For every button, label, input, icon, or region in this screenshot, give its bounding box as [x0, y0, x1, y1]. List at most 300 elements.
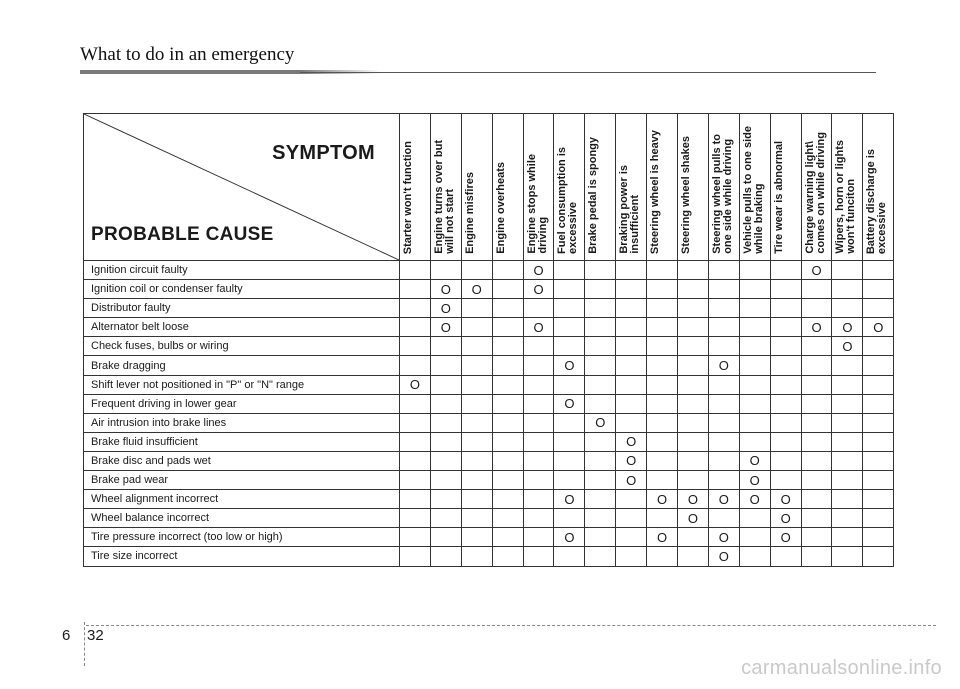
- symptom-label-text: Engine stops while driving: [525, 154, 549, 254]
- mark-cell: [770, 547, 801, 566]
- mark-cell: [585, 394, 616, 413]
- mark-cell: [801, 471, 832, 490]
- mark-cell: [801, 509, 832, 528]
- mark-cell: [585, 528, 616, 547]
- mark-cell: [430, 432, 461, 451]
- mark-cell: [678, 280, 709, 299]
- mark-cell: [770, 261, 801, 280]
- mark-cell: [678, 356, 709, 375]
- mark-cell: [863, 375, 894, 394]
- mark-cell: O: [430, 318, 461, 337]
- table-row: [84, 337, 894, 356]
- mark-cell: [801, 432, 832, 451]
- mark-cell: [400, 356, 431, 375]
- probable-cause-cell: Brake dragging: [84, 356, 400, 375]
- mark-cell: [400, 509, 431, 528]
- mark-cell: O: [739, 490, 770, 509]
- symptom-column-header: [863, 114, 894, 261]
- mark-cell: [585, 337, 616, 356]
- mark-cell: [739, 394, 770, 413]
- mark-cell: [801, 451, 832, 470]
- table-row: [84, 432, 894, 451]
- table-row: [84, 261, 894, 280]
- mark-cell: [492, 413, 523, 432]
- mark-cell: [492, 432, 523, 451]
- symptom-label-text: Vehicle pulls to one side while braking: [741, 126, 765, 254]
- mark-cell: [708, 394, 739, 413]
- mark-cell: [647, 509, 678, 528]
- watermark: carmanualsonline.info: [741, 657, 942, 679]
- mark-cell: [832, 261, 863, 280]
- mark-cell: [523, 509, 554, 528]
- table-row: [84, 394, 894, 413]
- mark-cell: [430, 413, 461, 432]
- probable-cause-cell: Wheel alignment incorrect: [84, 490, 400, 509]
- symptom-column-header: [678, 114, 709, 261]
- mark-cell: [647, 356, 678, 375]
- mark-cell: [400, 471, 431, 490]
- mark-cell: [523, 337, 554, 356]
- mark-cell: O: [616, 432, 647, 451]
- mark-cell: [554, 337, 585, 356]
- mark-cell: [770, 299, 801, 318]
- mark-cell: [863, 280, 894, 299]
- table-row: [84, 280, 894, 299]
- mark-cell: O: [400, 375, 431, 394]
- mark-cell: [400, 280, 431, 299]
- mark-cell: O: [801, 318, 832, 337]
- mark-cell: O: [801, 261, 832, 280]
- mark-cell: [400, 261, 431, 280]
- mark-cell: O: [554, 394, 585, 413]
- mark-cell: [739, 528, 770, 547]
- mark-cell: [647, 547, 678, 566]
- mark-cell: [739, 547, 770, 566]
- mark-cell: [492, 356, 523, 375]
- mark-cell: [832, 375, 863, 394]
- mark-cell: [554, 318, 585, 337]
- mark-cell: [492, 337, 523, 356]
- mark-cell: [523, 490, 554, 509]
- mark-cell: [554, 280, 585, 299]
- mark-cell: [678, 528, 709, 547]
- mark-cell: [801, 490, 832, 509]
- page-number: 32: [87, 627, 104, 644]
- mark-cell: [647, 375, 678, 394]
- mark-cell: [616, 337, 647, 356]
- mark-cell: [770, 471, 801, 490]
- mark-cell: [585, 318, 616, 337]
- mark-cell: [461, 490, 492, 509]
- mark-cell: O: [430, 299, 461, 318]
- troubleshooting-table: [83, 113, 894, 567]
- mark-cell: [492, 375, 523, 394]
- mark-cell: [492, 261, 523, 280]
- mark-cell: [461, 471, 492, 490]
- symptom-label-text: Brake pedal is spongy: [587, 137, 600, 254]
- mark-cell: [801, 413, 832, 432]
- mark-cell: [863, 261, 894, 280]
- mark-cell: [400, 432, 431, 451]
- mark-cell: [832, 280, 863, 299]
- probable-cause-label: PROBABLE CAUSE: [91, 224, 274, 245]
- mark-cell: [585, 509, 616, 528]
- mark-cell: [770, 337, 801, 356]
- mark-cell: [770, 375, 801, 394]
- mark-cell: [585, 375, 616, 394]
- mark-cell: [461, 432, 492, 451]
- mark-cell: [801, 356, 832, 375]
- mark-cell: [616, 299, 647, 318]
- footer-divider: [84, 622, 85, 666]
- probable-cause-cell: Frequent driving in lower gear: [84, 394, 400, 413]
- mark-cell: O: [461, 280, 492, 299]
- table-row: [84, 451, 894, 470]
- mark-cell: [492, 451, 523, 470]
- mark-cell: O: [678, 509, 709, 528]
- symptom-label-text: Wipers, horn or lights won't funciton: [834, 140, 858, 254]
- mark-cell: [585, 356, 616, 375]
- mark-cell: O: [523, 280, 554, 299]
- mark-cell: [400, 394, 431, 413]
- probable-cause-cell: Distributor faulty: [84, 299, 400, 318]
- mark-cell: [739, 375, 770, 394]
- mark-cell: O: [647, 490, 678, 509]
- mark-cell: [832, 528, 863, 547]
- mark-cell: [554, 261, 585, 280]
- troubleshooting-table-wrap: [83, 113, 894, 567]
- mark-cell: [616, 375, 647, 394]
- mark-cell: [616, 490, 647, 509]
- probable-cause-cell: Ignition circuit faulty: [84, 261, 400, 280]
- mark-cell: [863, 471, 894, 490]
- mark-cell: [523, 356, 554, 375]
- mark-cell: [678, 375, 709, 394]
- mark-cell: [430, 337, 461, 356]
- mark-cell: O: [708, 356, 739, 375]
- mark-cell: [430, 528, 461, 547]
- mark-cell: [678, 471, 709, 490]
- mark-cell: [863, 547, 894, 566]
- mark-cell: [739, 337, 770, 356]
- mark-cell: [708, 375, 739, 394]
- mark-cell: [832, 451, 863, 470]
- mark-cell: [461, 356, 492, 375]
- symptom-label-text: Tire wear is abnormal: [772, 141, 785, 254]
- mark-cell: [492, 280, 523, 299]
- probable-cause-cell: Alternator belt loose: [84, 318, 400, 337]
- mark-cell: [647, 413, 678, 432]
- mark-cell: O: [647, 528, 678, 547]
- mark-cell: O: [708, 547, 739, 566]
- symptom-label-text: Starter won't function: [402, 140, 414, 254]
- mark-cell: [461, 318, 492, 337]
- table-row: [84, 471, 894, 490]
- mark-cell: O: [430, 280, 461, 299]
- mark-cell: O: [523, 318, 554, 337]
- mark-cell: [461, 509, 492, 528]
- symptom-column-header: [523, 114, 554, 261]
- table-row: [84, 547, 894, 566]
- mark-cell: [647, 280, 678, 299]
- mark-cell: [739, 413, 770, 432]
- mark-cell: [678, 432, 709, 451]
- mark-cell: [492, 299, 523, 318]
- mark-cell: [863, 356, 894, 375]
- mark-cell: [616, 394, 647, 413]
- mark-cell: [523, 394, 554, 413]
- symptom-header-row: [84, 114, 894, 261]
- symptom-label-text: Fuel consumption is excessive: [556, 147, 580, 254]
- mark-cell: [400, 490, 431, 509]
- mark-cell: O: [678, 490, 709, 509]
- mark-cell: [801, 337, 832, 356]
- mark-cell: O: [832, 318, 863, 337]
- mark-cell: [430, 375, 461, 394]
- mark-cell: [430, 547, 461, 566]
- mark-cell: [400, 528, 431, 547]
- symptom-label-text: Steering wheel pulls to one side while driving: [710, 134, 734, 254]
- symptom-column-header: [739, 114, 770, 261]
- mark-cell: [863, 432, 894, 451]
- mark-cell: [708, 261, 739, 280]
- mark-cell: [863, 337, 894, 356]
- mark-cell: [400, 337, 431, 356]
- mark-cell: [585, 451, 616, 470]
- mark-cell: [708, 509, 739, 528]
- mark-cell: [523, 299, 554, 318]
- mark-cell: O: [554, 490, 585, 509]
- mark-cell: [708, 337, 739, 356]
- mark-cell: [554, 413, 585, 432]
- mark-cell: [801, 547, 832, 566]
- mark-cell: [770, 280, 801, 299]
- mark-cell: [616, 356, 647, 375]
- mark-cell: [400, 451, 431, 470]
- mark-cell: [739, 356, 770, 375]
- mark-cell: [647, 432, 678, 451]
- mark-cell: [647, 394, 678, 413]
- mark-cell: [801, 280, 832, 299]
- mark-cell: [616, 547, 647, 566]
- mark-cell: [461, 528, 492, 547]
- mark-cell: O: [832, 337, 863, 356]
- mark-cell: [863, 394, 894, 413]
- mark-cell: [832, 432, 863, 451]
- mark-cell: [461, 375, 492, 394]
- mark-cell: [523, 451, 554, 470]
- mark-cell: [863, 413, 894, 432]
- mark-cell: [739, 261, 770, 280]
- probable-cause-cell: Air intrusion into brake lines: [84, 413, 400, 432]
- mark-cell: [554, 375, 585, 394]
- mark-cell: [678, 413, 709, 432]
- symptom-column-header: [554, 114, 585, 261]
- mark-cell: [523, 471, 554, 490]
- mark-cell: O: [708, 490, 739, 509]
- probable-cause-cell: Brake pad wear: [84, 471, 400, 490]
- mark-cell: [523, 547, 554, 566]
- mark-cell: [430, 356, 461, 375]
- table-row: [84, 356, 894, 375]
- mark-cell: [832, 471, 863, 490]
- mark-cell: [708, 413, 739, 432]
- mark-cell: [554, 432, 585, 451]
- mark-cell: [585, 280, 616, 299]
- mark-cell: [523, 375, 554, 394]
- mark-cell: [863, 528, 894, 547]
- mark-cell: [492, 528, 523, 547]
- mark-cell: [739, 509, 770, 528]
- mark-cell: [832, 490, 863, 509]
- mark-cell: [400, 413, 431, 432]
- mark-cell: [801, 375, 832, 394]
- mark-cell: O: [523, 261, 554, 280]
- mark-cell: [647, 337, 678, 356]
- mark-cell: [430, 394, 461, 413]
- probable-cause-cell: Brake disc and pads wet: [84, 451, 400, 470]
- mark-cell: [739, 318, 770, 337]
- mark-cell: O: [739, 451, 770, 470]
- probable-cause-cell: Check fuses, bulbs or wiring: [84, 337, 400, 356]
- table-row: [84, 299, 894, 318]
- mark-cell: [430, 451, 461, 470]
- mark-cell: [585, 432, 616, 451]
- mark-cell: [461, 261, 492, 280]
- mark-cell: [492, 509, 523, 528]
- symptom-column-header: [492, 114, 523, 261]
- mark-cell: O: [616, 451, 647, 470]
- mark-cell: [492, 547, 523, 566]
- symptom-label-text: Charge warning light\ comes on while driving: [803, 132, 827, 254]
- mark-cell: [554, 471, 585, 490]
- mark-cell: [585, 471, 616, 490]
- table-row: [84, 528, 894, 547]
- symptom-column-header: [801, 114, 832, 261]
- mark-cell: [770, 413, 801, 432]
- header-rule-thin: [300, 72, 876, 73]
- mark-cell: [461, 451, 492, 470]
- mark-cell: [832, 299, 863, 318]
- mark-cell: [863, 509, 894, 528]
- mark-cell: [461, 413, 492, 432]
- mark-cell: [461, 299, 492, 318]
- mark-cell: [492, 318, 523, 337]
- probable-cause-cell: Ignition coil or condenser faulty: [84, 280, 400, 299]
- symptom-column-header: [461, 114, 492, 261]
- mark-cell: [678, 451, 709, 470]
- mark-cell: [708, 432, 739, 451]
- mark-cell: [523, 432, 554, 451]
- mark-cell: [678, 394, 709, 413]
- mark-cell: [739, 432, 770, 451]
- mark-cell: [708, 451, 739, 470]
- mark-cell: O: [739, 471, 770, 490]
- symptom-label-text: Battery discharge is excessive: [865, 148, 889, 254]
- mark-cell: [430, 509, 461, 528]
- mark-cell: [708, 299, 739, 318]
- mark-cell: [647, 471, 678, 490]
- mark-cell: [400, 547, 431, 566]
- mark-cell: [616, 280, 647, 299]
- mark-cell: [523, 413, 554, 432]
- mark-cell: [492, 394, 523, 413]
- mark-cell: [461, 337, 492, 356]
- mark-cell: [554, 509, 585, 528]
- mark-cell: [616, 318, 647, 337]
- mark-cell: [863, 451, 894, 470]
- mark-cell: [801, 299, 832, 318]
- mark-cell: [678, 337, 709, 356]
- mark-cell: O: [554, 528, 585, 547]
- footer-rule: [86, 625, 936, 626]
- mark-cell: [616, 261, 647, 280]
- mark-cell: [554, 547, 585, 566]
- probable-cause-cell: Wheel balance incorrect: [84, 509, 400, 528]
- mark-cell: [461, 547, 492, 566]
- mark-cell: O: [770, 490, 801, 509]
- symptom-label: SYMPTOM: [272, 142, 375, 164]
- mark-cell: [647, 299, 678, 318]
- symptom-column-header: [585, 114, 616, 261]
- symptom-column-header: [770, 114, 801, 261]
- mark-cell: [400, 299, 431, 318]
- probable-cause-cell: Tire pressure incorrect (too low or high): [84, 528, 400, 547]
- table-row: [84, 318, 894, 337]
- mark-cell: [770, 318, 801, 337]
- mark-cell: [770, 356, 801, 375]
- mark-cell: [863, 490, 894, 509]
- probable-cause-cell: Tire size incorrect: [84, 547, 400, 566]
- mark-cell: [832, 413, 863, 432]
- table-row: [84, 490, 894, 509]
- symptom-label-text: Engine misfires: [463, 172, 476, 254]
- symptom-label-text: Steering wheel shakes: [680, 136, 693, 254]
- mark-cell: [708, 318, 739, 337]
- mark-cell: O: [863, 318, 894, 337]
- mark-cell: [616, 413, 647, 432]
- mark-cell: [678, 318, 709, 337]
- table-row: [84, 413, 894, 432]
- mark-cell: [647, 451, 678, 470]
- mark-cell: [616, 509, 647, 528]
- probable-cause-cell: Shift lever not positioned in "P" or "N" range: [84, 375, 400, 394]
- symptom-label-text: Engine turns over but will not start: [432, 140, 456, 254]
- mark-cell: [585, 299, 616, 318]
- table-row: [84, 509, 894, 528]
- mark-cell: O: [770, 509, 801, 528]
- mark-cell: [708, 280, 739, 299]
- mark-cell: [708, 471, 739, 490]
- symptom-column-header: [832, 114, 863, 261]
- mark-cell: [523, 528, 554, 547]
- mark-cell: [678, 547, 709, 566]
- mark-cell: [739, 280, 770, 299]
- mark-cell: [678, 299, 709, 318]
- symptom-column-header: [616, 114, 647, 261]
- mark-cell: [739, 299, 770, 318]
- mark-cell: [585, 547, 616, 566]
- table-row: [84, 375, 894, 394]
- mark-cell: O: [708, 528, 739, 547]
- page-title: What to do in an emergency: [80, 44, 295, 65]
- symptom-column-header: [647, 114, 678, 261]
- mark-cell: O: [770, 528, 801, 547]
- mark-cell: [647, 261, 678, 280]
- mark-cell: [647, 318, 678, 337]
- mark-cell: [554, 299, 585, 318]
- mark-cell: [616, 528, 647, 547]
